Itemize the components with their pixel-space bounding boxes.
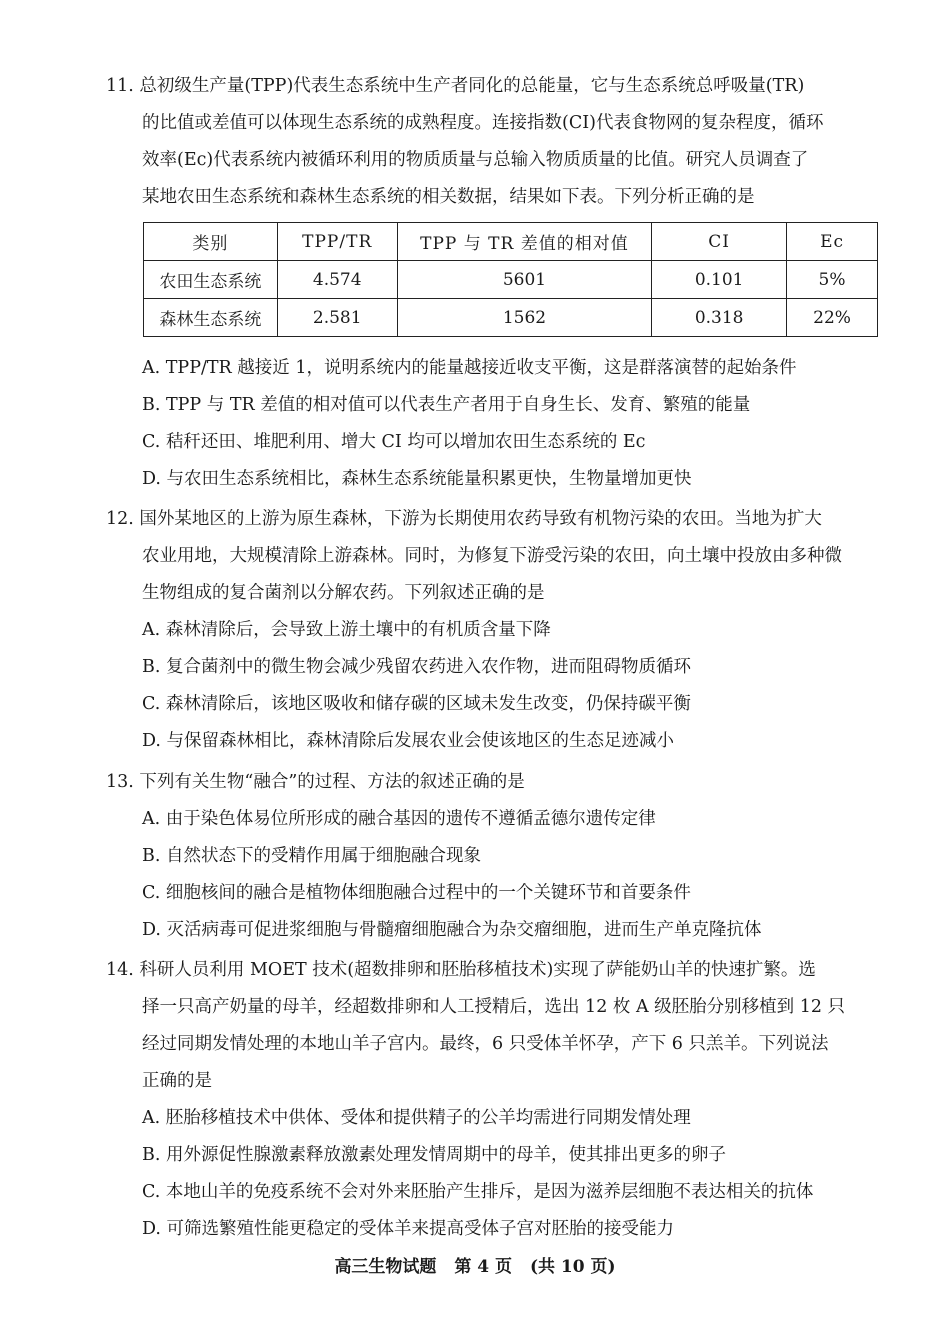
option-b: B. 复合菌剂中的微生物会减少残留农药进入农作物，进而阻碍物质循环: [142, 657, 691, 677]
option-d: D. 可筛选繁殖性能更稳定的受体羊来提高受体子宫对胚胎的接受能力: [142, 1219, 675, 1239]
table-cell: 0.318: [652, 299, 787, 337]
question-12-line: 生物组成的复合菌剂以分解农药。下列叙述正确的是: [142, 583, 545, 603]
question-14: [106, 952, 912, 1248]
table-header-cell: TPP/TR: [277, 223, 397, 261]
question-12: [106, 501, 912, 760]
question-14-line: 经过同期发情处理的本地山羊子宫内。最终，6 只受体羊怀孕，产下 6 只羔羊。下列说法: [142, 1034, 829, 1054]
question-14-line: 择一只高产奶量的母羊，经超数排卵和人工授精后，选出 12 枚 A 级胚胎分别移植到 12 只: [142, 997, 846, 1017]
table-header-cell: CI: [652, 223, 787, 261]
question-12-line: 12. 国外某地区的上游为原生森林，下游为长期使用农药导致有机物污染的农田。当地为扩大: [106, 509, 822, 529]
option-b: B. TPP 与 TR 差值的相对值可以代表生产者用于自身生长、发育、繁殖的能量: [142, 395, 751, 415]
question-11-line: 11. 总初级生产量(TPP)代表生态系统中生产者同化的总能量，它与生态系统总呼吸量(TR): [106, 76, 805, 96]
option-c: C. 森林清除后，该地区吸收和储存碳的区域未发生改变，仍保持碳平衡: [142, 694, 691, 714]
question-12-line: 农业用地，大规模清除上游森林。同时，为修复下游受污染的农田，向土壤中投放由多种微: [142, 546, 842, 566]
option-c: C. 细胞核间的融合是植物体细胞融合过程中的一个关键环节和首要条件: [142, 883, 691, 903]
data-table: [143, 222, 878, 337]
table-cell: 农田生态系统: [144, 261, 278, 299]
table-cell: 森林生态系统: [144, 299, 278, 337]
question-11-line: 某地农田生态系统和森林生态系统的相关数据，结果如下表。下列分析正确的是: [142, 187, 755, 207]
footer-subject: 高三生物试题: [334, 1257, 437, 1277]
question-11-options: [112, 350, 912, 498]
option-d: D. 与农田生态系统相比，森林生态系统能量积累更快，生物量增加更快: [142, 469, 692, 489]
option-a: A. 森林清除后，会导致上游土壤中的有机质含量下降: [142, 620, 551, 640]
table-cell: 5%: [787, 261, 878, 299]
table-cell: 0.101: [652, 261, 787, 299]
table-cell: 2.581: [277, 299, 397, 337]
table-row: [144, 299, 878, 337]
table-header-cell: Ec: [787, 223, 878, 261]
table-cell: 22%: [787, 299, 878, 337]
table-header-cell: TPP 与 TR 差值的相对值: [397, 223, 652, 261]
option-d: D. 灭活病毒可促进浆细胞与骨髓瘤细胞融合为杂交瘤细胞，进而生产单克隆抗体: [142, 920, 762, 940]
table-cell: 5601: [397, 261, 652, 299]
footer-total-pages: (共 10 页): [529, 1257, 616, 1277]
table-row: [144, 261, 878, 299]
option-c: C. 秸秆还田、堆肥利用、增大 CI 均可以增加农田生态系统的 Ec: [142, 432, 646, 452]
option-a: A. TPP/TR 越接近 1，说明系统内的能量越接近收支平衡，这是群落演替的起始条件: [142, 358, 797, 378]
option-a: A. 由于染色体易位所形成的融合基因的遗传不遵循孟德尔遗传定律: [142, 809, 656, 829]
question-14-line: 14. 科研人员利用 MOET 技术(超数排卵和胚胎移植技术)实现了萨能奶山羊的快速扩繁。选: [106, 960, 816, 980]
table-header-cell: 类别: [144, 223, 278, 261]
footer-page-number: 第 4 页: [454, 1257, 513, 1277]
option-c: C. 本地山羊的免疫系统不会对外来胚胎产生排斥，是因为滋养层细胞不表达相关的抗体: [142, 1182, 814, 1202]
question-11-line: 的比值或差值可以体现生态系统的成熟程度。连接指数(CI)代表食物网的复杂程度，循环: [142, 113, 824, 133]
question-11: [106, 68, 912, 216]
table-cell: 1562: [397, 299, 652, 337]
question-14-line: 正确的是: [142, 1071, 212, 1091]
question-11-line: 效率(Ec)代表系统内被循环利用的物质质量与总输入物质质量的比值。研究人员调查了: [142, 150, 809, 170]
table-cell: 4.574: [277, 261, 397, 299]
question-13-line: 13. 下列有关生物“融合”的过程、方法的叙述正确的是: [106, 772, 525, 792]
table-header-row: [144, 223, 878, 261]
option-a: A. 胚胎移植技术中供体、受体和提供精子的公羊均需进行同期发情处理: [142, 1108, 691, 1128]
option-b: B. 用外源促性腺激素释放激素处理发情周期中的母羊，使其排出更多的卵子: [142, 1145, 726, 1165]
option-d: D. 与保留森林相比，森林清除后发展农业会使该地区的生态足迹减小: [142, 731, 675, 751]
page-footer: [0, 1252, 950, 1277]
option-b: B. 自然状态下的受精作用属于细胞融合现象: [142, 846, 481, 866]
question-13: [106, 764, 912, 949]
